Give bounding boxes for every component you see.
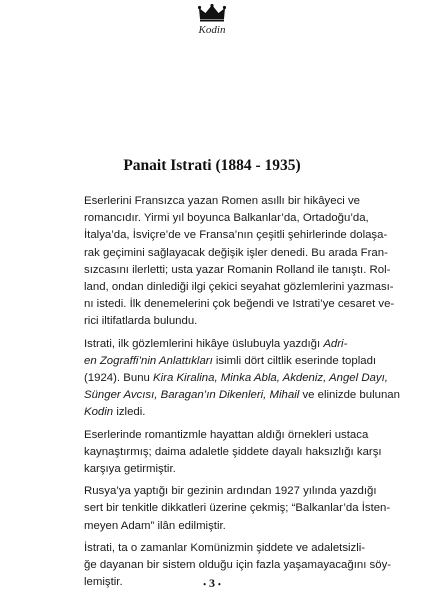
text-line [84, 404, 346, 421]
page-number: 3 [209, 576, 215, 590]
text-line: karşıya getirmiştir. [84, 463, 176, 476]
text-line [84, 336, 346, 353]
text-run: izledi. [116, 406, 146, 419]
text-line: İstrati, ta o zamanlar Komünizmin şiddete ve adaletsizli- [84, 541, 366, 554]
text-line: Eserlerinde romantizmle hayattan aldığı örnekleri ustaca [84, 428, 369, 441]
book-title-italic: Kodin [84, 406, 114, 419]
text-line: sert bir tenkitle dikkatleri üzerine çekmiş; “Balkanlar’da İsten- [84, 502, 391, 515]
text-line: sızcasını ilerletti; usta yazar Romanin Rolland ile tanıştı. Rol- [84, 263, 391, 276]
text-line [84, 353, 377, 370]
text-line: land, ondan dinlediği ilgi çekici seyahat gözlemlerini yazması- [84, 281, 394, 294]
text-line: Rusya’ya yaptığı bir gezinin ardından 1927 yılında yazdığı [84, 485, 377, 498]
book-title-italic: Adri- [323, 337, 348, 350]
book-titles-italic: Kira Kiralina, Minka Abla, Akdeniz, Angel Dayı, [153, 372, 388, 385]
paragraph-3 [84, 427, 382, 479]
body-text [84, 193, 400, 596]
running-title: Kodin [198, 24, 226, 36]
text-line: lemiştir. [84, 576, 123, 589]
bullet-left: • [203, 579, 206, 589]
page-number-footer [0, 576, 424, 591]
text-run: ve elinizde bulunan [302, 389, 400, 402]
text-line: nı istedi. İlk denemelerini çok beğendi ve Istrati’ye cesaret ve- [84, 298, 395, 311]
text-line: ğe dayanan bir sistem olduğu için fazla yaşamayacağını söy- [84, 559, 392, 572]
text-line: kaynaştırmış; daima adaletle şiddete dayalı haksızlığı karşı [84, 445, 382, 458]
paragraph-2 [84, 336, 400, 422]
book-title-italic: en Zograffi’nin Anlattıkları [84, 354, 213, 367]
text-run: isimli dört ciltlik eserinde topladı [215, 354, 377, 367]
text-line: rak geçimini sağlayacak değişik işler denedi. Bu arada Fran- [84, 246, 388, 259]
book-titles-italic: Sünger Avcısı, Baragan’ın Dikenleri, Mihail [84, 389, 300, 402]
crown-icon [198, 4, 226, 22]
text-run: Istrati, ilk gözlemlerini hikâye üslubuyla yazdığı [84, 337, 321, 350]
text-line [84, 370, 388, 387]
paragraph-1 [84, 193, 395, 331]
paragraph-4 [84, 483, 391, 535]
bullet-right: • [218, 579, 221, 589]
text-line: rici iltifatlarda bulundu. [84, 315, 198, 328]
text-line: Eserlerini Fransızca yazan Romen asıllı bir hikâyeci ve [84, 195, 361, 207]
chapter-title: Panait Istrati (1884 - 1935) [123, 157, 301, 174]
text-line: meyen Adam” ilân edilmiştir. [84, 519, 226, 532]
text-run: (1924). Bunu [84, 372, 150, 385]
text-line [84, 387, 400, 404]
text-line: İtalya’da, İsviçre’de ve Fransa’nın çeşitli şehirlerinde dolaşa- [84, 229, 388, 242]
text-line: romancıdır. Yirmi yıl boyunca Balkanlar’da, Ortadoğu’da, [84, 212, 369, 225]
